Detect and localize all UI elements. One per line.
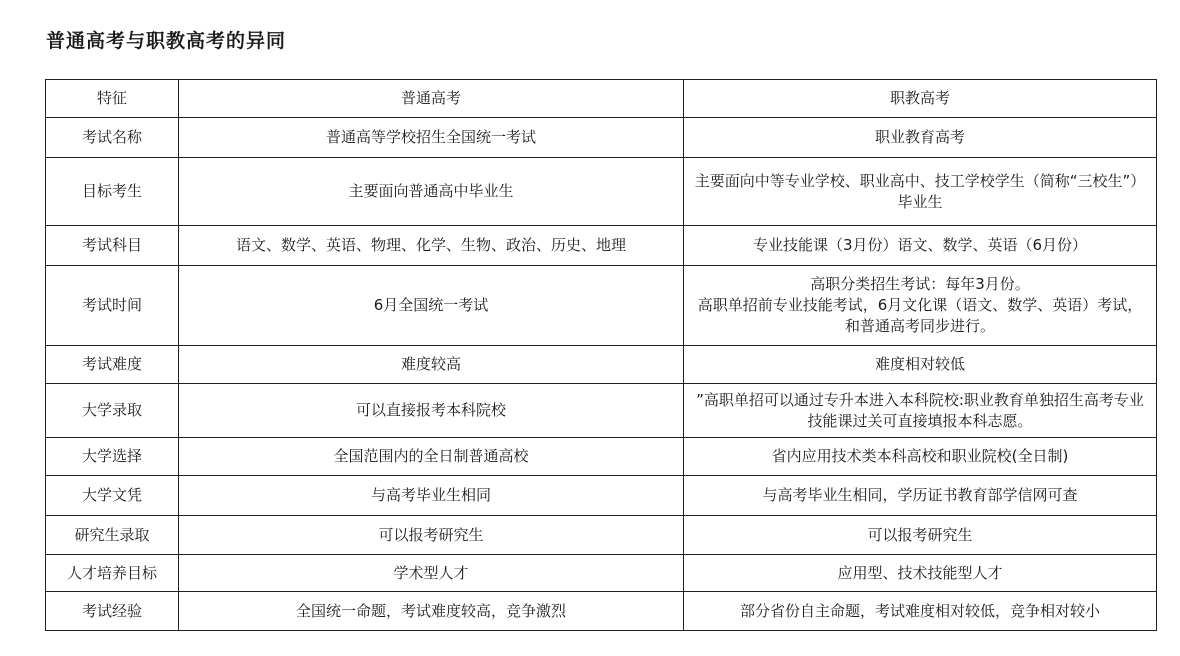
vocational-cell: 省内应用技术类本科高校和职业院校(全日制) bbox=[684, 438, 1157, 476]
vocational-cell: 专业技能课（3月份）语文、数学、英语（6月份） bbox=[684, 226, 1157, 266]
table-row bbox=[46, 438, 1157, 476]
vocational-cell: 职业教育高考 bbox=[684, 118, 1157, 158]
row-label: 考试时间 bbox=[46, 266, 179, 346]
regular-cell: 普通高等学校招生全国统一考试 bbox=[179, 118, 684, 158]
table-header-row bbox=[46, 80, 1157, 118]
vocational-cell: ”高职单招可以通过专升本进入本科院校:职业教育单独招生高考专业技能课过关可直接填报本科志愿。 bbox=[684, 384, 1157, 438]
row-label: 大学选择 bbox=[46, 438, 179, 476]
regular-cell: 可以直接报考本科院校 bbox=[179, 384, 684, 438]
regular-cell: 主要面向普通高中毕业生 bbox=[179, 158, 684, 226]
vocational-cell bbox=[684, 266, 1157, 346]
table-row bbox=[46, 516, 1157, 555]
table-row bbox=[46, 476, 1157, 516]
table-row bbox=[46, 555, 1157, 592]
vocational-cell: 难度相对较低 bbox=[684, 346, 1157, 384]
row-label: 考试经验 bbox=[46, 592, 179, 631]
row-label: 考试科目 bbox=[46, 226, 179, 266]
header-vocational-exam: 职教高考 bbox=[684, 80, 1157, 118]
regular-cell: 全国统一命题，考试难度较高，竞争激烈 bbox=[179, 592, 684, 631]
row-label: 人才培养目标 bbox=[46, 555, 179, 592]
exam-time-line-2: 高职单招前专业技能考试，6月文化课（语文、数学、英语）考试，和普通高考同步进行。 bbox=[697, 296, 1143, 335]
comparison-table bbox=[45, 79, 1157, 631]
table-row bbox=[46, 592, 1157, 631]
table-row bbox=[46, 118, 1157, 158]
vocational-cell: 应用型、技术技能型人才 bbox=[684, 555, 1157, 592]
row-label: 大学文凭 bbox=[46, 476, 179, 516]
regular-cell: 难度较高 bbox=[179, 346, 684, 384]
header-regular-exam: 普通高考 bbox=[179, 80, 684, 118]
regular-cell: 学术型人才 bbox=[179, 555, 684, 592]
row-label: 研究生录取 bbox=[46, 516, 179, 555]
vocational-cell: 可以报考研究生 bbox=[684, 516, 1157, 555]
vocational-cell: 部分省份自主命题，考试难度相对较低，竞争相对较小 bbox=[684, 592, 1157, 631]
row-label: 考试难度 bbox=[46, 346, 179, 384]
regular-cell: 全国范围内的全日制普通高校 bbox=[179, 438, 684, 476]
header-feature: 特征 bbox=[46, 80, 179, 118]
row-label: 考试名称 bbox=[46, 118, 179, 158]
table-row bbox=[46, 158, 1157, 226]
table-row bbox=[46, 266, 1157, 346]
table-row bbox=[46, 346, 1157, 384]
vocational-cell: 主要面向中等专业学校、职业高中、技工学校学生（简称“三校生”）毕业生 bbox=[684, 158, 1157, 226]
row-label: 目标考生 bbox=[46, 158, 179, 226]
vocational-cell: 与高考毕业生相同，学历证书教育部学信网可查 bbox=[684, 476, 1157, 516]
row-label: 大学录取 bbox=[46, 384, 179, 438]
document-title: 普通高考与职教高考的异同 bbox=[46, 30, 287, 52]
regular-cell: 与高考毕业生相同 bbox=[179, 476, 684, 516]
table-row bbox=[46, 226, 1157, 266]
exam-time-line-1: 高职分类招生考试：每年3月份。 bbox=[810, 275, 1030, 293]
table-row bbox=[46, 384, 1157, 438]
regular-cell: 6月全国统一考试 bbox=[179, 266, 684, 346]
regular-cell: 可以报考研究生 bbox=[179, 516, 684, 555]
regular-cell: 语文、数学、英语、物理、化学、生物、政治、历史、地理 bbox=[179, 226, 684, 266]
